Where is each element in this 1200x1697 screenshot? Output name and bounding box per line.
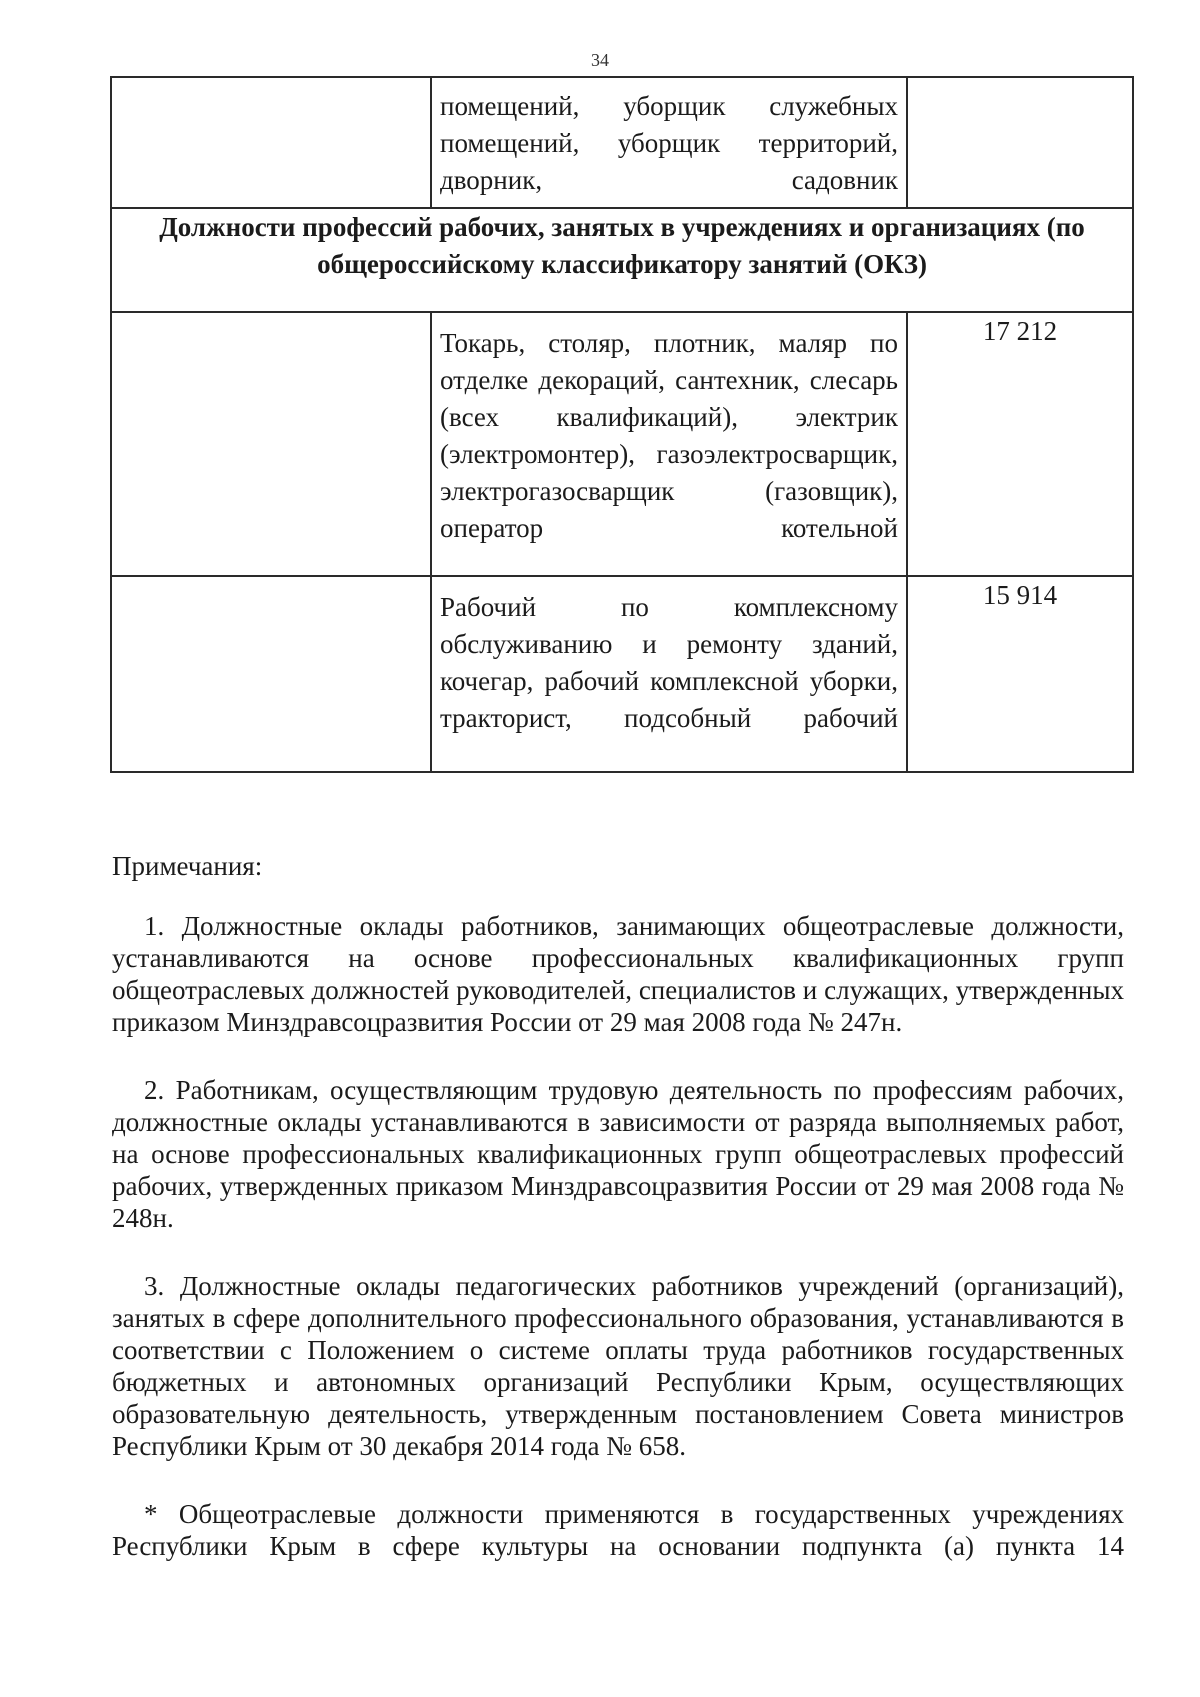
table-row xyxy=(111,312,1133,576)
positions-cell xyxy=(431,312,907,576)
section-header: Должности профессий рабочих, занятых в учреждениях и организациях (по общероссийскому классификатору занятий (ОКЗ) xyxy=(111,208,1133,312)
positions-cell xyxy=(431,77,907,208)
notes-section xyxy=(112,850,1124,1598)
page-number: 34 xyxy=(591,50,609,70)
note-paragraph: 2. Работникам, осуществляющим трудовую деятельность по профессиям рабочих, должностные оклады устанавливаются в зависимости от разряда выполняемых работ, на основе профессиональных квалификационных групп общеотраслевых профессий рабочих, утвержденных приказом Минздравсоцразвития России от 29 мая 2008 года № 248н. xyxy=(112,1075,1124,1233)
positions-text: помещений, уборщик служебных помещений, уборщик территорий, дворник, садовник xyxy=(440,91,898,195)
salary-table xyxy=(110,76,1134,773)
table-row xyxy=(111,77,1133,208)
category-cell xyxy=(111,576,431,772)
salary-cell: 17 212 xyxy=(907,312,1133,576)
positions-text: Токарь, столяр, плотник, маляр по отделке декораций, сантехник, слесарь (всех квалификаций), электрик (электромонтер), газоэлектросварщик, электрогазосварщик (газовщик), оператор котельной xyxy=(440,328,898,543)
note-paragraph: 1. Должностные оклады работников, занимающих общеотраслевые должности, устанавливаются на основе профессиональных квалификационных групп общеотраслевых должностей руководителей, специалистов и служащих, утвержденных приказом Минздравсоцразвития России от 29 мая 2008 года № 247н. xyxy=(112,911,1124,1037)
salary-cell: 15 914 xyxy=(907,576,1133,772)
note-paragraph: 3. Должностные оклады педагогических работников учреждений (организаций), занятых в сфере дополнительного профессионального образования, устанавливаются в соответствии с Положением о системе оплаты труда работников государственных бюджетных и автономных организаций Республики Крым, осуществляющих образовательную деятельность, утвержденным постановлением Совета министров Республики Крым от 30 декабря 2014 года № 658. xyxy=(112,1271,1124,1461)
table-row xyxy=(111,576,1133,772)
category-cell xyxy=(111,312,431,576)
notes-title: Примечания: xyxy=(112,851,263,881)
positions-text: Рабочий по комплексному обслуживанию и ремонту зданий, кочегар, рабочий комплексной уборки, тракторист, подсобный рабочий xyxy=(440,592,898,733)
salary-cell xyxy=(907,77,1133,208)
footnote-paragraph: * Общеотраслевые должности применяются в государственных учреждениях Республики Крым в сфере культуры на основании подпункта (а) пункта 14 xyxy=(112,1499,1124,1561)
section-header-row xyxy=(111,208,1133,312)
category-cell xyxy=(111,77,431,208)
positions-cell xyxy=(431,576,907,772)
